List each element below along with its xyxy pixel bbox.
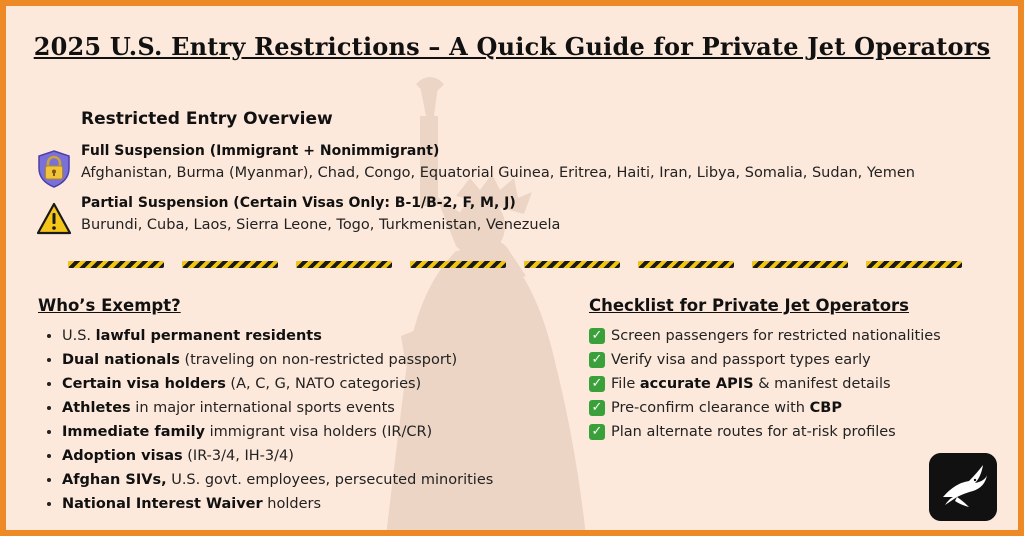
check-mark-icon: ✓ xyxy=(589,424,605,440)
checklist-item-text: Pre-confirm clearance with xyxy=(611,400,810,416)
exempt-item-text: immigrant visa holders (IR/CR) xyxy=(205,424,433,440)
check-mark-icon: ✓ xyxy=(589,328,605,344)
exempt-item-bold: Certain visa holders xyxy=(62,376,226,392)
exempt-item xyxy=(62,470,493,494)
exempt-item-text: U.S. xyxy=(62,328,96,344)
checklist-item-text: Verify visa and passport types early xyxy=(611,352,871,368)
page-title: 2025 U.S. Entry Restrictions – A Quick Guide for Private Jet Operators xyxy=(33,32,991,61)
exempt-item-text: (traveling on non-restricted passport) xyxy=(179,352,458,368)
hazard-stripe xyxy=(182,261,278,268)
hazard-stripe xyxy=(524,261,620,268)
exempt-item xyxy=(62,374,493,398)
exempt-item-text: in major international sports events xyxy=(130,400,395,416)
partial-suspension-countries: Burundi, Cuba, Laos, Sierra Leone, Togo, Turkmenistan, Venezuela xyxy=(81,217,561,233)
hazard-stripe xyxy=(866,261,962,268)
exempt-item-bold: Afghan SIVs, xyxy=(62,472,167,488)
checklist-item-text: & manifest details xyxy=(753,376,891,392)
check-mark-icon: ✓ xyxy=(589,376,605,392)
exempt-item-text: (IR-3/4, IH-3/4) xyxy=(182,448,294,464)
exempt-item xyxy=(62,350,493,374)
checklist-item-text: Screen passengers for restricted nationalities xyxy=(611,328,941,344)
overview-heading: Restricted Entry Overview xyxy=(81,109,333,129)
checklist-item-bold: accurate APIS xyxy=(639,376,754,392)
exempt-item xyxy=(62,446,493,470)
full-suspension-heading: Full Suspension (Immigrant + Nonimmigrant) xyxy=(81,143,440,159)
hazard-stripe xyxy=(752,261,848,268)
exempt-item-text: U.S. govt. employees, persecuted minorities xyxy=(166,472,494,488)
checklist-item-bold: CBP xyxy=(809,400,842,416)
hazard-divider xyxy=(68,261,968,269)
check-mark-icon: ✓ xyxy=(589,400,605,416)
check-mark-icon: ✓ xyxy=(589,352,605,368)
hazard-stripe xyxy=(68,261,164,268)
exempt-item xyxy=(62,326,493,350)
exempt-item xyxy=(62,494,493,518)
hazard-stripe xyxy=(410,261,506,268)
exempt-item-bold: Athletes xyxy=(62,400,131,416)
checklist-item xyxy=(589,398,941,422)
checklist-item-text: Plan alternate routes for at-risk profiles xyxy=(611,424,896,440)
hazard-stripe xyxy=(296,261,392,268)
checklist-heading: Checklist for Private Jet Operators xyxy=(589,296,910,315)
exempt-item xyxy=(62,422,493,446)
exempt-heading: Who’s Exempt? xyxy=(38,296,181,315)
warning-triangle-icon xyxy=(36,200,72,238)
exempt-item-bold: National Interest Waiver xyxy=(62,496,263,512)
full-suspension-countries: Afghanistan, Burma (Myanmar), Chad, Congo, Equatorial Guinea, Eritrea, Haiti, Iran, Libya, Somalia, Sudan, Yemen xyxy=(81,165,915,181)
exempt-item xyxy=(62,398,493,422)
exempt-item-text: (A, C, G, NATO categories) xyxy=(225,376,422,392)
checklist-item xyxy=(589,374,941,398)
exempt-item-bold: Dual nationals xyxy=(62,352,180,368)
partial-suspension-heading: Partial Suspension (Certain Visas Only: B-1/B-2, F, M, J) xyxy=(81,195,516,211)
exempt-item-bold: lawful permanent residents xyxy=(95,328,322,344)
hazard-stripe xyxy=(638,261,734,268)
checklist xyxy=(589,326,941,446)
exempt-item-bold: Immediate family xyxy=(62,424,205,440)
exempt-list xyxy=(38,326,493,518)
eagle-logo-icon xyxy=(929,453,997,521)
checklist-item xyxy=(589,350,941,374)
checklist-item xyxy=(589,326,941,350)
exempt-item-bold: Adoption visas xyxy=(62,448,183,464)
exempt-item-text: holders xyxy=(262,496,322,512)
padlock-shield-icon xyxy=(36,150,72,188)
checklist-item-text: File xyxy=(611,376,640,392)
checklist-item xyxy=(589,422,941,446)
